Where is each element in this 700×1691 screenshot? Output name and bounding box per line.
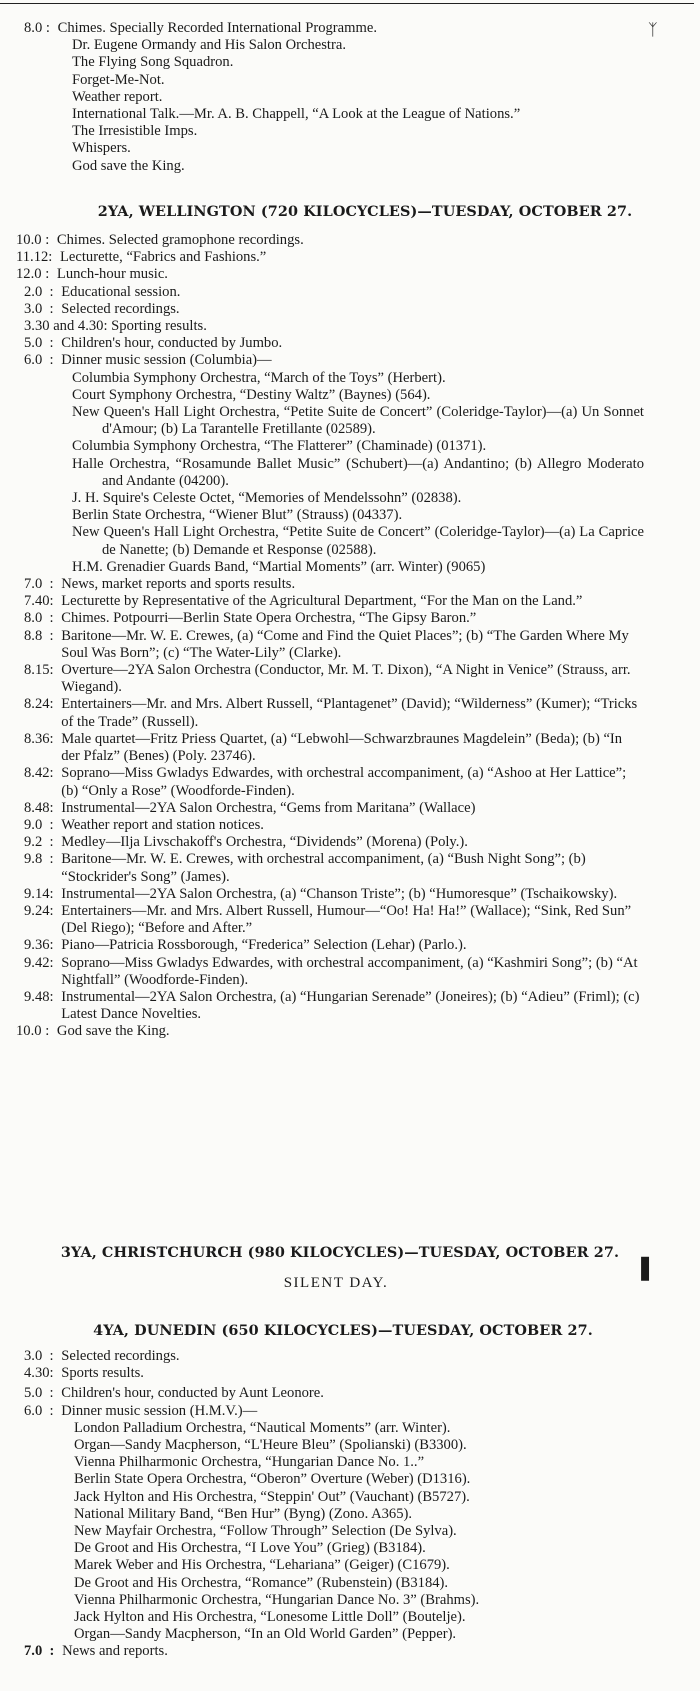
separator: :	[42, 335, 58, 352]
list-item	[24, 610, 644, 627]
item-text: Selected recordings.	[61, 300, 180, 317]
list-item	[16, 232, 644, 249]
item-text: Children's hour, conducted by Aunt Leonore.	[61, 1385, 324, 1402]
separator: :	[42, 576, 58, 593]
list-item	[24, 696, 644, 730]
time-label: 5.0	[24, 335, 43, 352]
list-item	[16, 1023, 644, 1040]
list-item: New Queen's Hall Light Orchestra, “Petite Suite de Concert” (Coleridge-Taylor)—(a) La Caprice de Nanette; (b) Demande et Response (02588).	[72, 524, 644, 558]
time-label: 6.0	[24, 1402, 43, 1419]
item-text: Entertainers—Mr. and Mrs. Albert Russell, Humour—“Oo! Ha! Ha!” (Wallace); “Sink, Red Sun” (Del Riego); “Before and After.”	[61, 902, 632, 937]
list-item: J. H. Squire's Celeste Octet, “Memories of Mendelssohn” (02838).	[72, 490, 462, 507]
time-label: 9.36	[24, 937, 50, 954]
separator: :	[42, 1385, 58, 1402]
list-item: De Groot and His Orchestra, “Romance” (Rubenstein) (B3184).	[74, 1574, 449, 1591]
list-item	[24, 731, 644, 765]
item-text: Chimes. Potpourri—Berlin State Opera Orchestra, “The Gipsy Baron.”	[61, 610, 477, 627]
list-item: God save the King.	[72, 157, 185, 174]
list-item: Organ—Sandy Macpherson, “In an Old World Garden” (Pepper).	[74, 1626, 457, 1643]
time-label: 8.15	[24, 662, 50, 679]
time-label: 9.42	[24, 954, 50, 971]
separator: :	[49, 902, 58, 919]
list-item	[24, 886, 644, 903]
list-item: Organ—Sandy Macpherson, “L'Heure Bleu” (Spolianski) (B3300).	[74, 1437, 467, 1454]
list-item: New Queen's Hall Light Orchestra, “Petite Suite de Concert” (Coleridge-Taylor)—(a) Un Sonnet d'Amour; (b) La Tarantelle Fretillante (02589).	[72, 404, 644, 438]
separator: :	[49, 662, 58, 679]
pencil-mark-icon: ᛉ	[648, 22, 658, 39]
list-item	[24, 800, 644, 817]
list-item: Columbia Symphony Orchestra, “The Flatterer” (Chaminade) (01371).	[72, 438, 487, 455]
time-label: 7.0	[24, 576, 43, 593]
separator: :	[49, 765, 58, 782]
item-text: Entertainers—Mr. and Mrs. Albert Russell, “Plantagenet” (David); “Wilderness” (Kumer); “Tricks of the Trade” (Russell).	[61, 696, 638, 730]
separator: :	[42, 851, 58, 868]
time-label: 7.40	[24, 593, 50, 610]
list-item	[24, 817, 644, 834]
item-text: Dinner music session (H.M.V.)—	[61, 1402, 258, 1419]
dinner-music-list	[24, 1420, 664, 1644]
separator: :	[42, 20, 54, 36]
time-label: 8.42	[24, 765, 50, 782]
separator: :	[49, 885, 58, 902]
list-item	[24, 1348, 664, 1365]
item-text: Instrumental—2YA Salon Orchestra, (a) “Hungarian Serenade” (Joneires); (b) “Adieu” (Friml); (c) Latest Dance Novelties.	[61, 988, 640, 1023]
item-text: Soprano—Miss Gwladys Edwardes, with orchestral accompaniment, (a) “Kashmiri Song”; (b) “At Nightfall” (Woodforde-Finden).	[61, 954, 638, 988]
item-text: Overture—2YA Salon Orchestra (Conductor, Mr. M. T. Dixon), “A Night in Venice” (Strauss, arr. Wiegand).	[61, 662, 631, 696]
list-item: Berlin State Opera Orchestra, “Oberon” Overture (Weber) (D1316).	[74, 1471, 471, 1488]
list-item: Whispers.	[72, 140, 131, 157]
time-label: 9.2	[24, 834, 43, 851]
list-item	[24, 20, 674, 37]
list-item	[24, 1403, 664, 1420]
separator: :	[42, 352, 58, 369]
item-text: Weather report and station notices.	[61, 816, 264, 833]
time-label: 8.8	[24, 627, 43, 644]
list-item	[16, 284, 644, 301]
item-text: Chimes. Specially Recorded International Programme.	[57, 20, 377, 36]
list-item: Weather report.	[72, 88, 163, 105]
list-item: Berlin State Orchestra, “Wiener Blut” (Strauss) (04337).	[72, 507, 403, 524]
item-text: Piano—Patricia Rossborough, “Frederica” Selection (Lehar) (Parlo.).	[61, 937, 467, 954]
time-label: 3.0	[24, 300, 43, 317]
item-text: Educational session.	[61, 283, 181, 300]
list-item	[24, 937, 644, 954]
heading-wellington: 2YA, WELLINGTON (720 KILOCYCLES)—TUESDAY, OCTOBER 27.	[97, 203, 633, 220]
list-item: The Flying Song Squadron.	[72, 54, 234, 71]
ink-blot-icon: ❚	[635, 1255, 656, 1281]
evening-list	[16, 576, 644, 1040]
time-label: 7.0	[24, 1643, 43, 1660]
dinner-music-list	[16, 370, 644, 576]
time-label: 6.0	[24, 352, 43, 369]
item-text: Chimes. Selected gramophone recordings.	[56, 232, 304, 248]
time-label: 8.0	[24, 20, 43, 36]
time-label: 8.24	[24, 696, 50, 713]
list-item	[16, 301, 644, 318]
item-text: Lecturette by Representative of the Agricultural Department, “For the Man on the Land.”	[61, 593, 583, 610]
list-item: Columbia Symphony Orchestra, “March of the Toys” (Herbert).	[72, 369, 446, 386]
list-item	[16, 249, 644, 266]
item-text: Lecturette, “Fabrics and Fashions.”	[60, 249, 267, 266]
item-text: Baritone—Mr. W. E. Crewes, with orchestral accompaniment, (a) “Bush Night Song”; (b) “Stockrider's Song” (James).	[61, 851, 586, 885]
list-item	[16, 318, 644, 335]
time-label: 5.0	[24, 1385, 43, 1402]
list-item	[16, 266, 644, 283]
item-text: Sports results.	[61, 1365, 144, 1382]
item-text: Medley—Ilja Livschakoff's Orchestra, “Dividends” (Morena) (Poly.).	[61, 834, 468, 851]
time-label: 4.30	[24, 1365, 50, 1382]
item-text: Selected recordings.	[61, 1348, 180, 1364]
list-item	[16, 335, 644, 352]
separator: :	[42, 283, 58, 300]
time-label: 10.0	[16, 1023, 42, 1040]
section-dunedin	[24, 1348, 664, 1661]
item-text: Instrumental—2YA Salon Orchestra, (a) “Chanson Triste”; (b) “Humoresque” (Tschaikowsky).	[61, 885, 618, 902]
separator: :	[41, 266, 53, 283]
separator: :	[48, 249, 56, 266]
list-item: New Mayfair Orchestra, “Follow Through” Selection (De Sylva).	[74, 1523, 457, 1540]
list-item: Vienna Philharmonic Orchestra, “Hungarian Dance No. 1..”	[74, 1454, 425, 1471]
list-item	[24, 903, 644, 937]
separator: :	[41, 232, 53, 248]
separator: :	[42, 1348, 58, 1364]
list-item	[24, 1643, 664, 1660]
separator: :	[49, 696, 58, 713]
separator: and 4.30:	[49, 318, 112, 335]
separator: :	[49, 593, 58, 610]
list-item	[24, 662, 644, 696]
list-item: Halle Orchestra, “Rosamunde Ballet Music” (Schubert)—(a) Andantino; (b) Allegro Moderato and Andante (04200).	[72, 455, 644, 489]
silent-day-note: SILENT DAY.	[283, 1275, 389, 1291]
separator: :	[42, 834, 58, 851]
list-item: Jack Hylton and His Orchestra, “Steppin' Out” (Vauchant) (B5727).	[74, 1488, 470, 1505]
time-label: 9.0	[24, 816, 43, 833]
separator: :	[49, 937, 58, 954]
time-label: 10.0	[16, 232, 42, 248]
item-text: God save the King.	[56, 1023, 170, 1040]
list-item	[24, 851, 644, 885]
item-text: Male quartet—Fritz Priess Quartet, (a) “Lebwohl—Schwarzbraunes Magdelein” (Beda); (b) “In der Pfalz” (Benes) (Poly. 23746).	[61, 730, 623, 765]
list-item	[16, 352, 644, 369]
time-label: 3.0	[24, 1348, 43, 1364]
list-item	[24, 834, 644, 851]
item-text: Children's hour, conducted by Jumbo.	[61, 335, 283, 352]
item-text: Baritone—Mr. W. E. Crewes, (a) “Come and Find the Quiet Places”; (b) “The Garden Where My Soul Was Born”; (c) “The Water-Lily” (Clarke).	[61, 627, 629, 661]
list-item: Marek Weber and His Orchestra, “Lehariana” (Geiger) (C1679).	[74, 1557, 450, 1574]
heading-dunedin: 4YA, DUNEDIN (650 KILOCYCLES)—TUESDAY, OCTOBER 27.	[93, 1322, 593, 1339]
list-item: Court Symphony Orchestra, “Destiny Waltz” (Baynes) (564).	[72, 386, 431, 403]
item-text: Instrumental—2YA Salon Orchestra, “Gems from Maritana” (Wallace)	[61, 799, 476, 816]
list-item: Dr. Eugene Ormandy and His Salon Orchestra.	[72, 37, 346, 54]
separator: :	[49, 799, 58, 816]
time-label: 8.36	[24, 730, 50, 747]
section-wellington	[16, 232, 644, 1041]
list-item	[24, 989, 644, 1023]
item-text: News and reports.	[62, 1643, 168, 1660]
time-label: 12.0	[16, 266, 42, 283]
top-rule	[0, 3, 694, 4]
item-text: Sporting results.	[111, 318, 207, 335]
list-item	[24, 628, 644, 662]
item-text: Lunch-hour music.	[56, 266, 168, 283]
time-label: 9.48	[24, 988, 50, 1005]
separator: :	[49, 954, 58, 971]
list-item: International Talk.—Mr. A. B. Chappell, “A Look at the League of Nations.”	[72, 106, 521, 123]
separator: :	[42, 816, 58, 833]
list-item: H.M. Grenadier Guards Band, “Martial Moments” (arr. Winter) (9065)	[72, 558, 486, 575]
time-label: 11.12	[16, 249, 49, 266]
time-label: 3.30	[24, 318, 50, 335]
item-text: News, market reports and sports results.	[61, 576, 296, 593]
separator: :	[42, 627, 58, 644]
separator: :	[42, 300, 58, 317]
item-text: Soprano—Miss Gwladys Edwardes, with orchestral accompaniment, (a) “Ashoo at Her Lattice”; (b) “Only a Rose” (Woodforde-Finden).	[61, 765, 627, 799]
separator: :	[49, 1365, 58, 1382]
separator: :	[42, 1402, 58, 1419]
list-item: London Palladium Orchestra, “Nautical Moments” (arr. Winter).	[74, 1419, 451, 1436]
list-item	[24, 1365, 664, 1382]
list-item	[24, 593, 644, 610]
item-text: Dinner music session (Columbia)—	[61, 352, 272, 369]
separator: :	[42, 1643, 59, 1660]
list-item: The Irresistible Imps.	[72, 123, 198, 140]
separator: :	[42, 610, 58, 627]
separator: :	[49, 730, 58, 747]
list-item	[24, 955, 644, 989]
time-label: 8.48	[24, 799, 50, 816]
separator: :	[41, 1023, 53, 1040]
heading-christchurch: 3YA, CHRISTCHURCH (980 KILOCYCLES)—TUESDAY, OCTOBER 27.	[60, 1244, 620, 1261]
time-label: 9.14	[24, 885, 50, 902]
list-item: National Military Band, “Ben Hur” (Byng) (Zono. A365).	[74, 1505, 413, 1522]
list-item	[24, 1385, 664, 1402]
time-label: 8.0	[24, 610, 43, 627]
list-item: De Groot and His Orchestra, “I Love You” (Grieg) (B3184).	[74, 1540, 426, 1557]
time-label: 9.8	[24, 851, 43, 868]
time-label: 9.24	[24, 902, 50, 919]
list-item: Vienna Philharmonic Orchestra, “Hungarian Dance No. 3” (Brahms).	[74, 1591, 480, 1608]
list-item	[24, 576, 644, 593]
list-item: Forget-Me-Not.	[72, 71, 165, 88]
list-item: Jack Hylton and His Orchestra, “Lonesome Little Doll” (Boutelje).	[74, 1609, 466, 1626]
time-label: 2.0	[24, 283, 43, 300]
separator: :	[49, 988, 58, 1005]
list-item	[24, 765, 644, 799]
section-continued	[24, 20, 674, 175]
